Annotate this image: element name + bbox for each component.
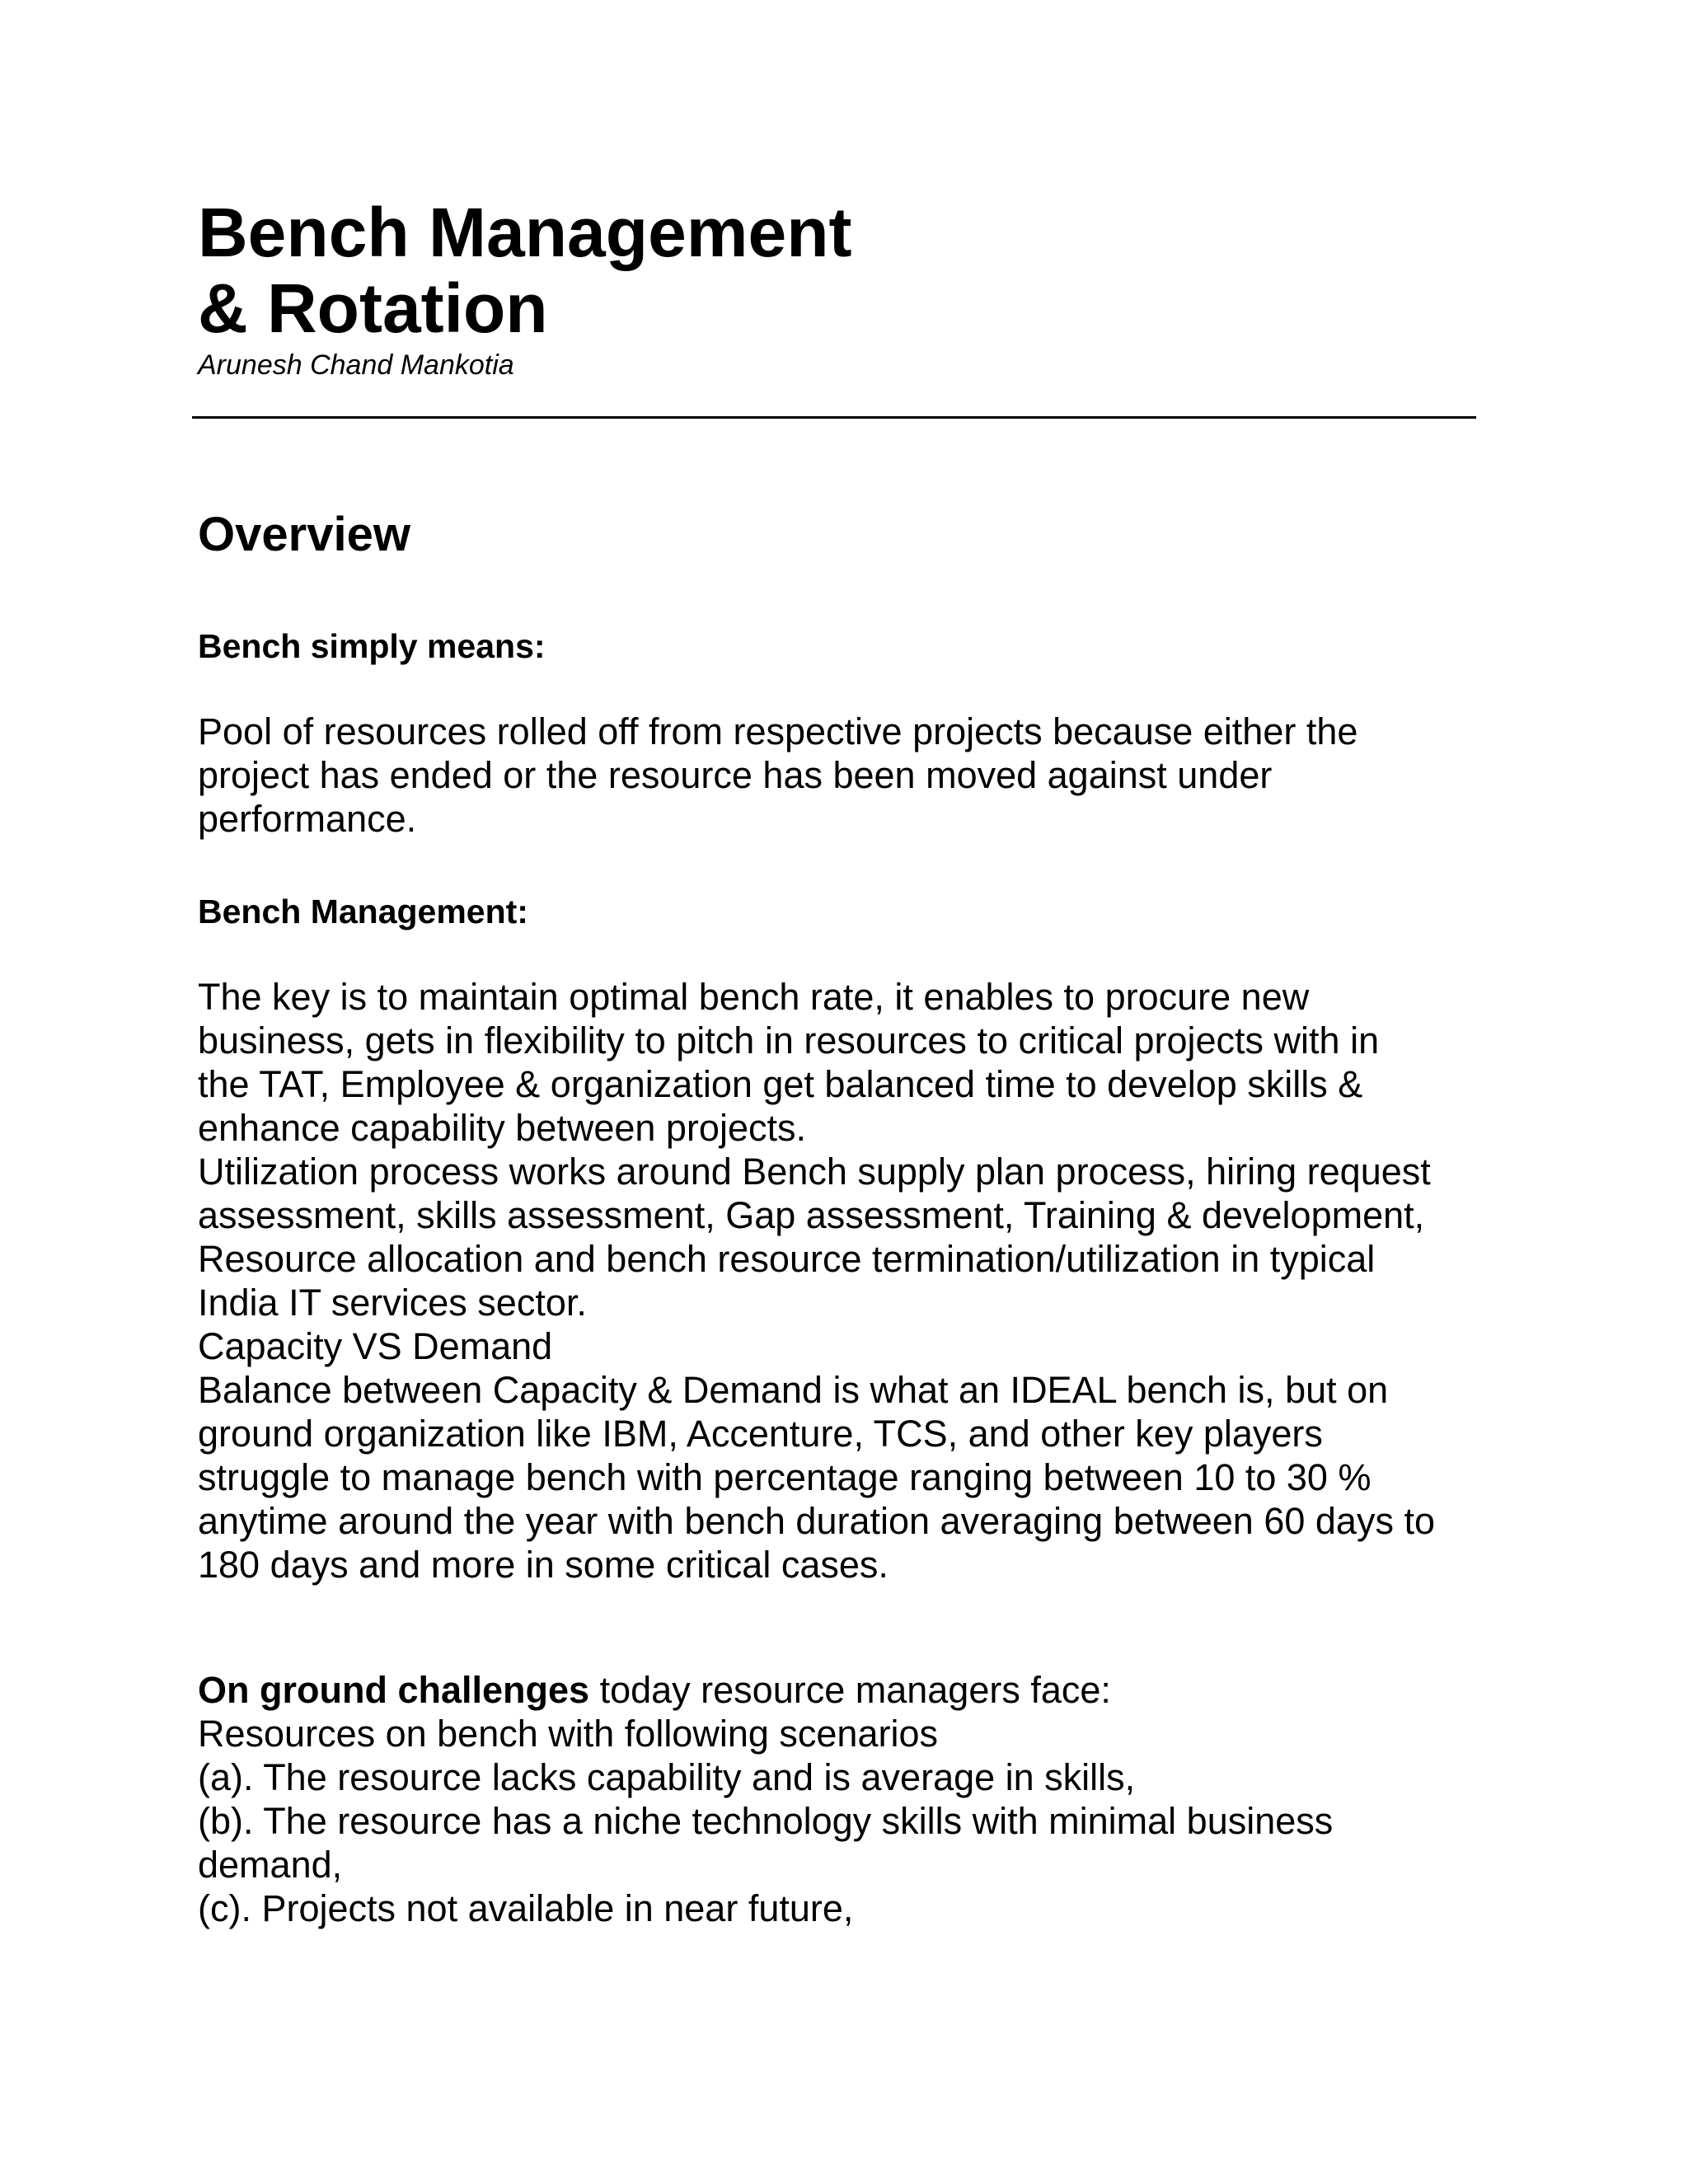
paragraph-line: Balance between Capacity & Demand is what an IDEAL bench is, but on [198,1369,1389,1411]
paragraph-line: enhance capability between projects. [198,1107,806,1149]
overview-heading: Overview [198,508,410,561]
paragraph-line: (c). Projects not available in near future, [198,1887,854,1929]
paragraph-line: anytime around the year with bench duration averaging between 60 days to [198,1500,1435,1542]
paragraph-line: 180 days and more in some critical cases. [198,1544,889,1586]
paragraph-line: struggle to manage bench with percentage ranging between 10 to 30 % [198,1456,1372,1498]
author-name: Arunesh Chand Mankotia [198,349,514,381]
paragraph-line: performance. [198,798,417,840]
bench-means-paragraph [198,710,1517,841]
paragraph-line: Capacity VS Demand [198,1325,553,1367]
paragraph-line: project has ended or the resource has been moved against under [198,754,1273,796]
paragraph-line: (a). The resource lacks capability and is average in skills, [198,1756,1136,1798]
paragraph-line: Resource allocation and bench resource termination/utilization in typical [198,1238,1376,1280]
challenges-lead-rest: today resource managers face: [589,1669,1111,1711]
paragraph-line: Resources on bench with following scenarios [198,1713,938,1755]
paragraph-line: (b). The resource has a niche technology skills with minimal business [198,1800,1334,1842]
challenges-paragraph [198,1668,1517,1930]
bench-management-heading: Bench Management: [198,893,528,930]
paragraph-line: The key is to maintain optimal bench rate, it enables to procure new [198,976,1310,1018]
document-title [198,194,852,346]
title-line-2: & Rotation [198,269,548,347]
paragraph-line: assessment, skills assessment, Gap assessment, Training & development, [198,1194,1425,1236]
challenges-bold-lead: On ground challenges [198,1669,590,1711]
paragraph-line: demand, [198,1844,343,1886]
challenges-lead-line [198,1668,1517,1712]
bench-means-heading: Bench simply means: [198,627,546,665]
paragraph-line: business, gets in flexibility to pitch in resources to critical projects with in [198,1019,1380,1062]
bench-management-paragraph [198,975,1517,1586]
title-line-1: Bench Management [198,194,852,271]
paragraph-line: the TAT, Employee & organization get balanced time to develop skills & [198,1063,1363,1105]
paragraph-line: Pool of resources rolled off from respective projects because either the [198,710,1358,752]
paragraph-line: India IT services sector. [198,1282,587,1324]
title-divider [192,416,1476,419]
paragraph-line: ground organization like IBM, Accenture, TCS, and other key players [198,1413,1323,1455]
paragraph-line: Utilization process works around Bench supply plan process, hiring request [198,1151,1431,1193]
